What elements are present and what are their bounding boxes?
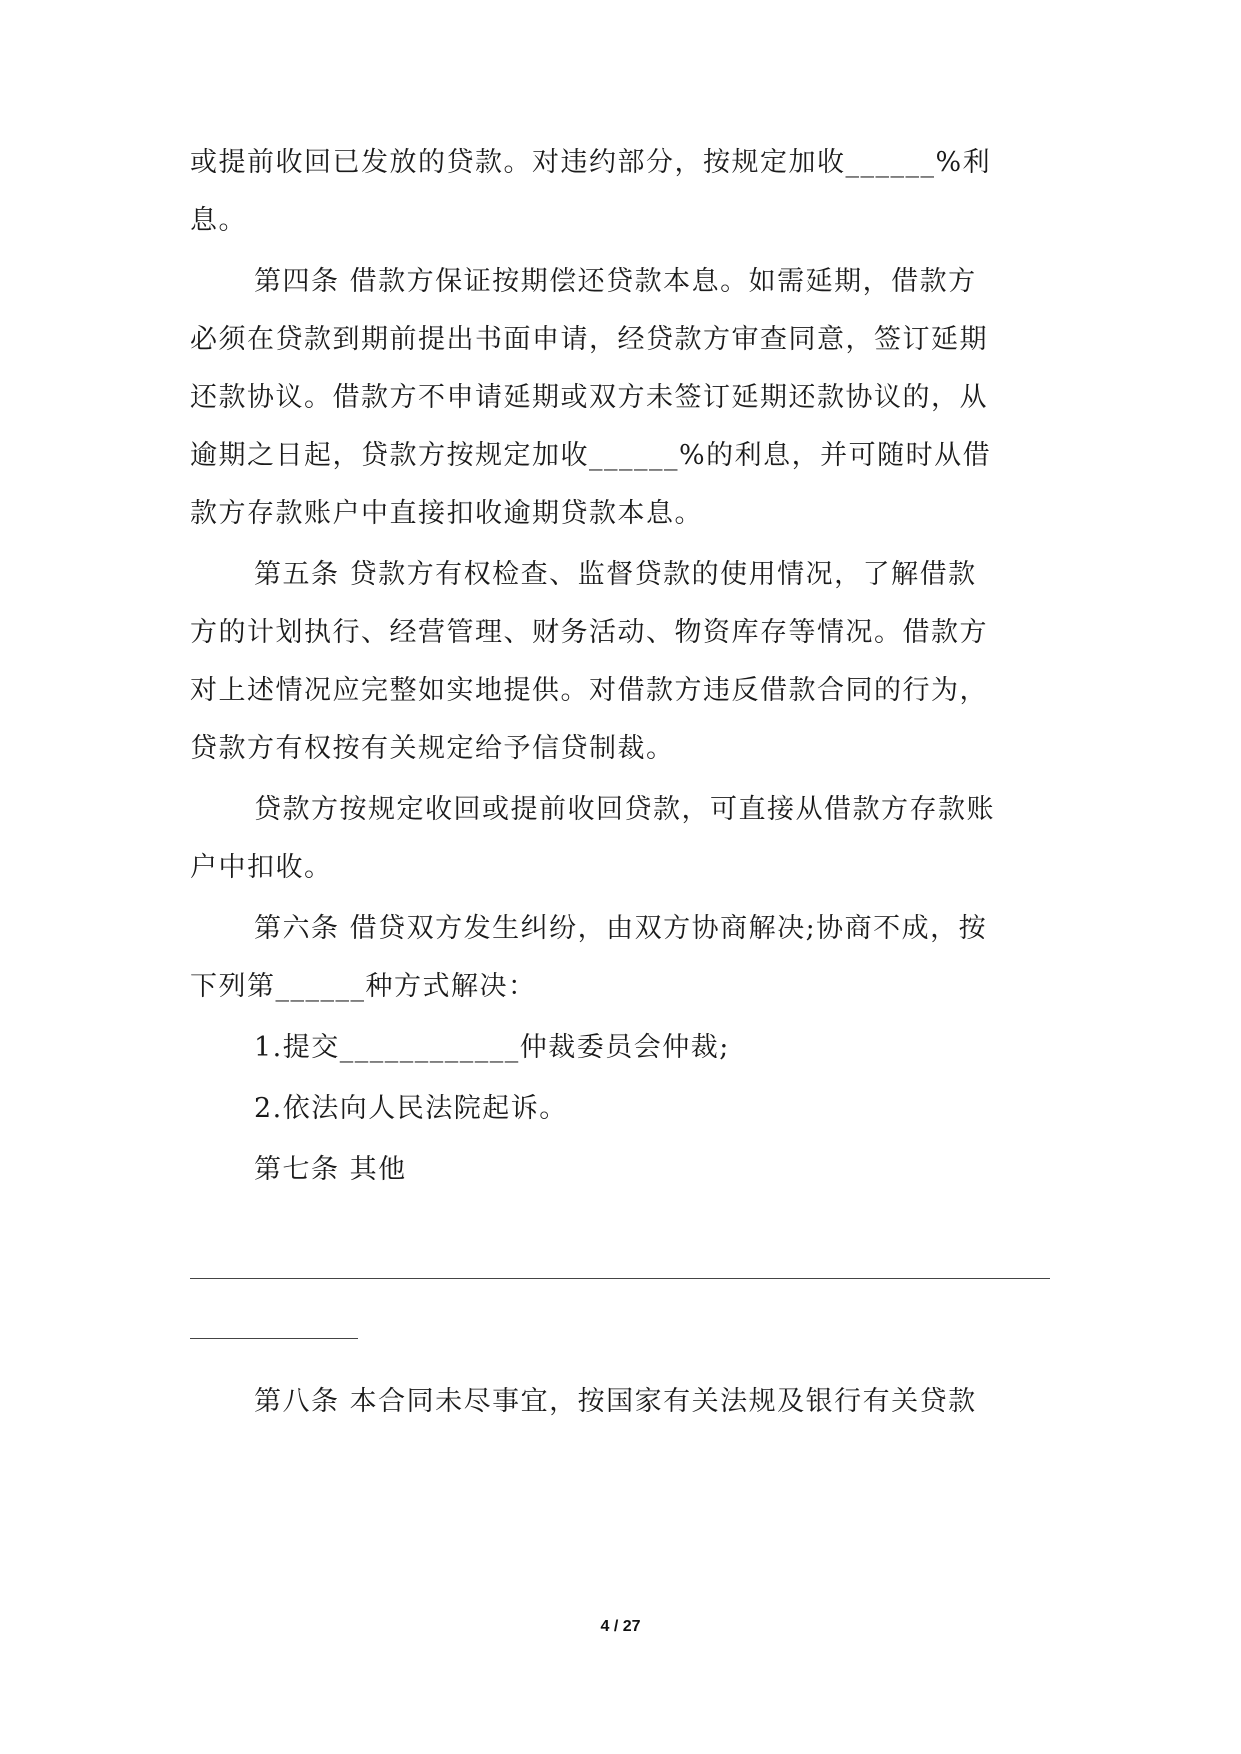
text-line: 还款协议。借款方不申请延期或双方未签订延期还款协议的，从	[190, 382, 988, 413]
text-line: 对上述情况应完整如实地提供。对借款方违反借款合同的行为，	[190, 675, 988, 706]
article-5-heading-line: 第五条 贷款方有权检查、监督贷款的使用情况，了解借款	[254, 559, 977, 590]
text-line: 贷款方按规定收回或提前收回贷款，可直接从借款方存款账	[254, 794, 995, 825]
list-item: 1.提交____________仲裁委员会仲裁;	[254, 1032, 730, 1063]
fill-in-rule	[190, 1278, 1050, 1279]
list-item: 2.依法向人民法院起诉。	[254, 1093, 568, 1124]
page-number: 4 / 27	[600, 1618, 641, 1635]
article-6-heading-line: 第六条 借贷双方发生纠纷，由双方协商解决;协商不成，按	[254, 913, 988, 944]
text-line: 户中扣收。	[190, 852, 333, 883]
text-line: 方的计划执行、经营管理、财务活动、物资库存等情况。借款方	[190, 617, 988, 648]
text-line: 必须在贷款到期前提出书面申请，经贷款方审查同意，签订延期	[190, 324, 988, 355]
text-line: 或提前收回已发放的贷款。对违约部分，按规定加收______%利	[190, 147, 992, 178]
article-7-heading-line: 第七条 其他	[254, 1154, 407, 1185]
text-line: 下列第______种方式解决：	[190, 971, 537, 1002]
text-line: 逾期之日起，贷款方按规定加收______%的利息，并可随时从借	[190, 440, 992, 471]
text-line: 款方存款账户中直接扣收逾期贷款本息。	[190, 498, 703, 529]
article-4-heading-line: 第四条 借款方保证按期偿还贷款本息。如需延期，借款方	[254, 266, 977, 297]
text-line: 贷款方有权按有关规定给予信贷制裁。	[190, 733, 675, 764]
article-8-heading-line: 第八条 本合同未尽事宜，按国家有关法规及银行有关贷款	[254, 1386, 977, 1417]
text-line: 息。	[190, 205, 247, 236]
fill-in-rule	[190, 1338, 358, 1339]
